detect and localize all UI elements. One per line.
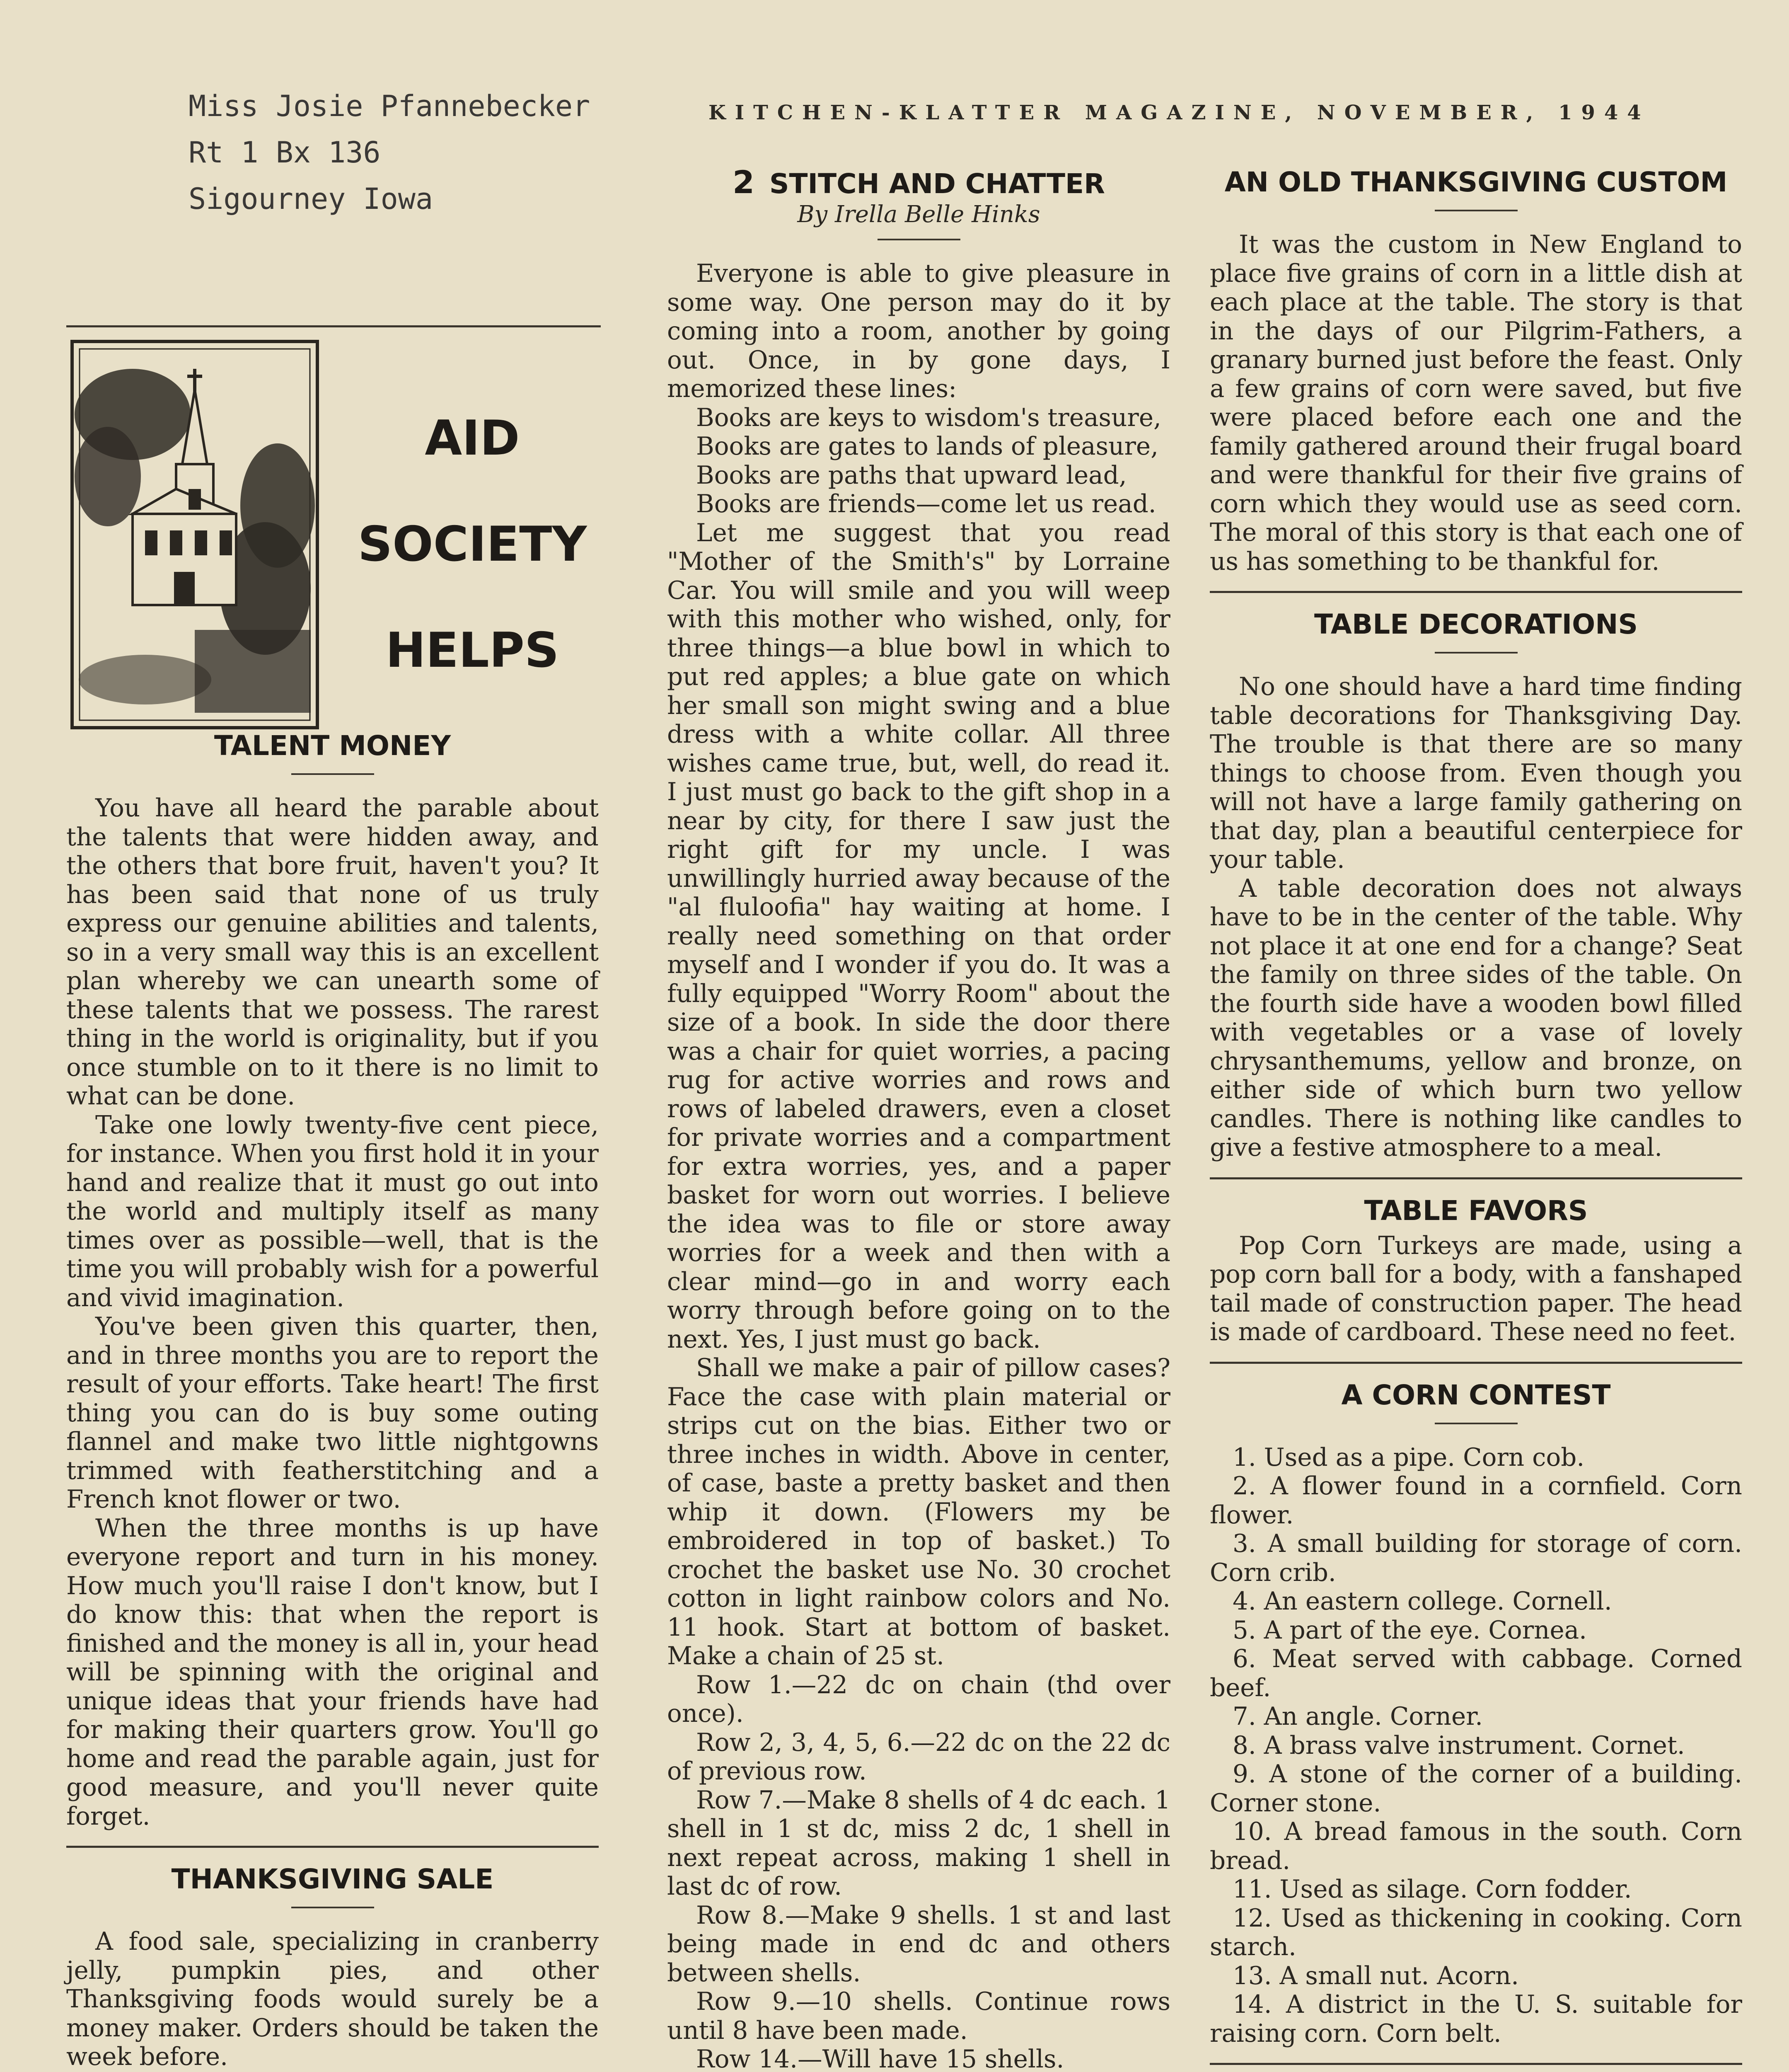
list-item: 7. An angle. Corner.	[1233, 1702, 1483, 1731]
decorations-paragraph: A table decoration does not always have to be in the center of the table. Why not place it at one end for a change? Seat the family on three sides of the table. On the fourth side have a wooden bowl filled with vegetables or a vase of lovely chrysanthemums, yellow and bronze, on either side of which burn two yellow candles. There is nothing like candles to give a festive atmosphere to a meal.	[1210, 874, 1742, 1162]
crochet-row: Row 1.—22 dc on chain (thd over once).	[667, 1670, 1170, 1728]
verse-line: Books are keys to wisdom's treasure,	[696, 403, 1161, 432]
section-divider	[1210, 2063, 1742, 2065]
list-item: 2. A flower found in a cornfield. Corn flower.	[1210, 1472, 1742, 1530]
verse-line: Books are paths that upward lead,	[696, 461, 1127, 490]
stitch-chatter-title: STITCH AND CHATTER	[769, 168, 1105, 200]
page-number: 2	[733, 164, 754, 201]
heading-rule	[878, 239, 960, 240]
heading-rule	[291, 773, 374, 775]
thanksgiving-sale-paragraph: A food sale, specializing in cranberry jelly, pumpkin pies, and other Thanksgiving foods would surely be a money maker. Orders should be taken the week before.	[66, 1927, 599, 2071]
corn-contest-heading: A CORN CONTEST	[1341, 1379, 1611, 1411]
top-divider	[66, 325, 601, 327]
corn-contest-list	[1210, 1443, 1742, 2048]
stitch-chatter-heading	[667, 166, 1170, 201]
crochet-row: Row 8.—Make 9 shells. 1 st and last being made in end dc and others between shells.	[667, 1901, 1170, 1987]
talent-money-paragraph: You have all heard the parable about the talents that were hidden away, and the others that bore fruit, haven't you? It has been said that none of us truly express our genuine abilities and talents, so in a very small way this is an excellent plan whereby we can unearth some of these talents that we possess. The rarest thing in the world is originality, but if you once stumble on to it there is no limit to what can be done.	[66, 794, 599, 1111]
aid-society-banner	[66, 332, 601, 733]
stitch-paragraph: Shall we make a pair of pillow cases? Face the case with plain material or strips cut on the bias. Either two or three inches in width. Above in center, of case, baste a pretty basket and then whip it down. (Flowers my be embroidered in top of basket.) To crochet the basket use No. 30 crochet cotton in light rainbow colors and No. 11 hook. Start at bottom of basket. Make a chain of 25 st.	[667, 1354, 1170, 1670]
aid-title-line-1: AID	[425, 410, 520, 466]
list-item: 9. A stone of the corner of a building. Corner stone.	[1210, 1760, 1742, 1818]
list-item: 3. A small building for storage of corn. Corn crib.	[1210, 1530, 1742, 1587]
byline: By Irella Belle Hinks	[797, 201, 1040, 228]
list-item: 11. Used as silage. Corn fodder.	[1233, 1875, 1632, 1904]
crochet-row: Row 9.—10 shells. Continue rows until 8 have been made.	[667, 1987, 1170, 2045]
stitch-paragraph: Let me suggest that you read "Mother of the Smith's" by Lorraine Car. You will smile and you will weep with this mother who wished, only, for three things—a blue bowl in which to put red apples; a blue gate on which her small son might swing and a blue dress with a white collar. All three wishes came true, but, well, do read it. I just must go back to the gift shop in a near by city, for there I saw just the right gift for my uncle. I was unwillingly hurried away because of the "al fluloofia" hay waiting at home. I really need something on that order myself and I wonder if you do. It was a fully equipped "Worry Room" about the size of a book. In side the door there was a chair for quiet worries, a pacing rug for active worries and rows and rows of labeled drawers, even a closet for private worries and a compartment for extra worries, yes, and a paper basket for worn out worries. I believe the idea was to file or store away worries for a week and then with a clear mind—go in and worry each worry through before going on to the next. Yes, I just must go back.	[667, 518, 1170, 1354]
heading-rule	[1435, 1423, 1518, 1424]
aid-title-line-3: HELPS	[385, 622, 559, 678]
section-divider	[1210, 1362, 1742, 1364]
thanksgiving-sale-heading: THANKSGIVING SALE	[171, 1863, 494, 1895]
heading-rule	[1435, 210, 1518, 211]
column-right	[1210, 166, 1742, 2072]
list-item: 10. A bread famous in the south. Corn bread.	[1210, 1818, 1742, 1875]
list-item: 6. Meat served with cabbage. Corned beef.	[1210, 1645, 1742, 1702]
address-line-2: Rt 1 Bx 136	[189, 136, 381, 169]
table-decorations-heading: TABLE DECORATIONS	[1314, 608, 1638, 640]
list-item: 12. Used as thickening in cooking. Corn starch.	[1210, 1904, 1742, 1961]
address-stamp	[189, 83, 665, 222]
list-item: 5. A part of the eye. Cornea.	[1233, 1616, 1587, 1645]
crochet-row: Row 2, 3, 4, 5, 6.—22 dc on the 22 dc of previous row.	[667, 1728, 1170, 1786]
list-item: 4. An eastern college. Cornell.	[1233, 1587, 1612, 1616]
decorations-paragraph: No one should have a hard time finding table decorations for Thanksgiving Day. The trouble is that there are so many things to choose from. Even though you will not have a large family gathering on that day, plan a beautiful centerpiece for your table.	[1210, 673, 1742, 874]
talent-money-paragraph: Take one lowly twenty-five cent piece, for instance. When you first hold it in your hand and realize that it must go out into the world and multiply itself as many times over as possible—well, that is the time you will probably wish for a powerful and vivid imagination.	[66, 1111, 599, 1312]
address-line-1: Miss Josie Pfannebecker	[189, 89, 590, 123]
list-item: 8. A brass valve instrument. Cornet.	[1233, 1731, 1685, 1760]
section-divider	[66, 1846, 599, 1848]
address-line-3: Sigourney Iowa	[189, 182, 433, 216]
talent-money-paragraph: You've been given this quarter, then, and in three months you are to report the result of your efforts. Take heart! The first thing you can do is buy some outing flannel and make two little nightgowns trimmed with featherstitching and a French knot flower or two.	[66, 1312, 599, 1514]
crochet-row: Row 14.—Will have 15 shells.	[696, 2045, 1064, 2072]
church-illustration	[70, 340, 319, 729]
column-left	[66, 729, 599, 2072]
heading-rule	[1435, 652, 1518, 654]
column-middle	[667, 166, 1170, 2072]
stitch-paragraph: Everyone is able to give pleasure in some way. One person may do it by coming into a room, another by going out. Once, in by gone days, I memorized these lines:	[667, 259, 1170, 403]
talent-money-heading: TALENT MONEY	[214, 730, 451, 762]
section-divider	[1210, 1177, 1742, 1179]
list-item: 14. A district in the U. S. suitable for raising corn. Corn belt.	[1210, 1990, 1742, 2048]
custom-heading: AN OLD THANKSGIVING CUSTOM	[1224, 166, 1728, 198]
crochet-row: Row 7.—Make 8 shells of 4 dc each. 1 shell in 1 st dc, miss 2 dc, 1 shell in next repeat across, making 1 shell in last dc of row.	[667, 1786, 1170, 1901]
custom-paragraph: It was the custom in New England to place five grains of corn in a little dish at each place at the table. The story is that in the days of our Pilgrim-Fathers, a granary burned just before the feast. Only a few grains of corn were saved, but five were placed before each one and the family gathered around their frugal board and were thankful for their five grains of corn which they would use as seed corn. The moral of this story is that each one of us has something to be thankful for.	[1210, 230, 1742, 576]
list-item: 13. A small nut. Acorn.	[1233, 1961, 1519, 1990]
heading-rule	[291, 1907, 374, 1908]
verse-line: Books are gates to lands of pleasure,	[696, 432, 1159, 461]
favors-paragraph: Pop Corn Turkeys are made, using a pop corn ball for a body, with a fanshaped tail made of construction paper. The head is made of cardboard. These need no feet.	[1210, 1231, 1742, 1346]
table-favors-heading: TABLE FAVORS	[1364, 1194, 1588, 1227]
list-item: 1. Used as a pipe. Corn cob.	[1233, 1443, 1585, 1472]
talent-money-paragraph: When the three months is up have everyone report and turn in his money. How much you'll raise I don't know, but I do know this: that when the report is finished and the money is all in, your head will be spinning with the original and unique ideas that your friends have had for making their quarters grow. You'll go home and read the parable again, just for good measure, and you'll never quite forget.	[66, 1514, 599, 1831]
aid-title-line-2: SOCIETY	[358, 516, 587, 572]
aid-society-title	[356, 385, 588, 704]
masthead: KITCHEN-KLATTER MAGAZINE, NOVEMBER, 1944	[708, 101, 1650, 124]
verse-line: Books are friends—come let us read.	[696, 490, 1156, 518]
section-divider	[1210, 591, 1742, 593]
